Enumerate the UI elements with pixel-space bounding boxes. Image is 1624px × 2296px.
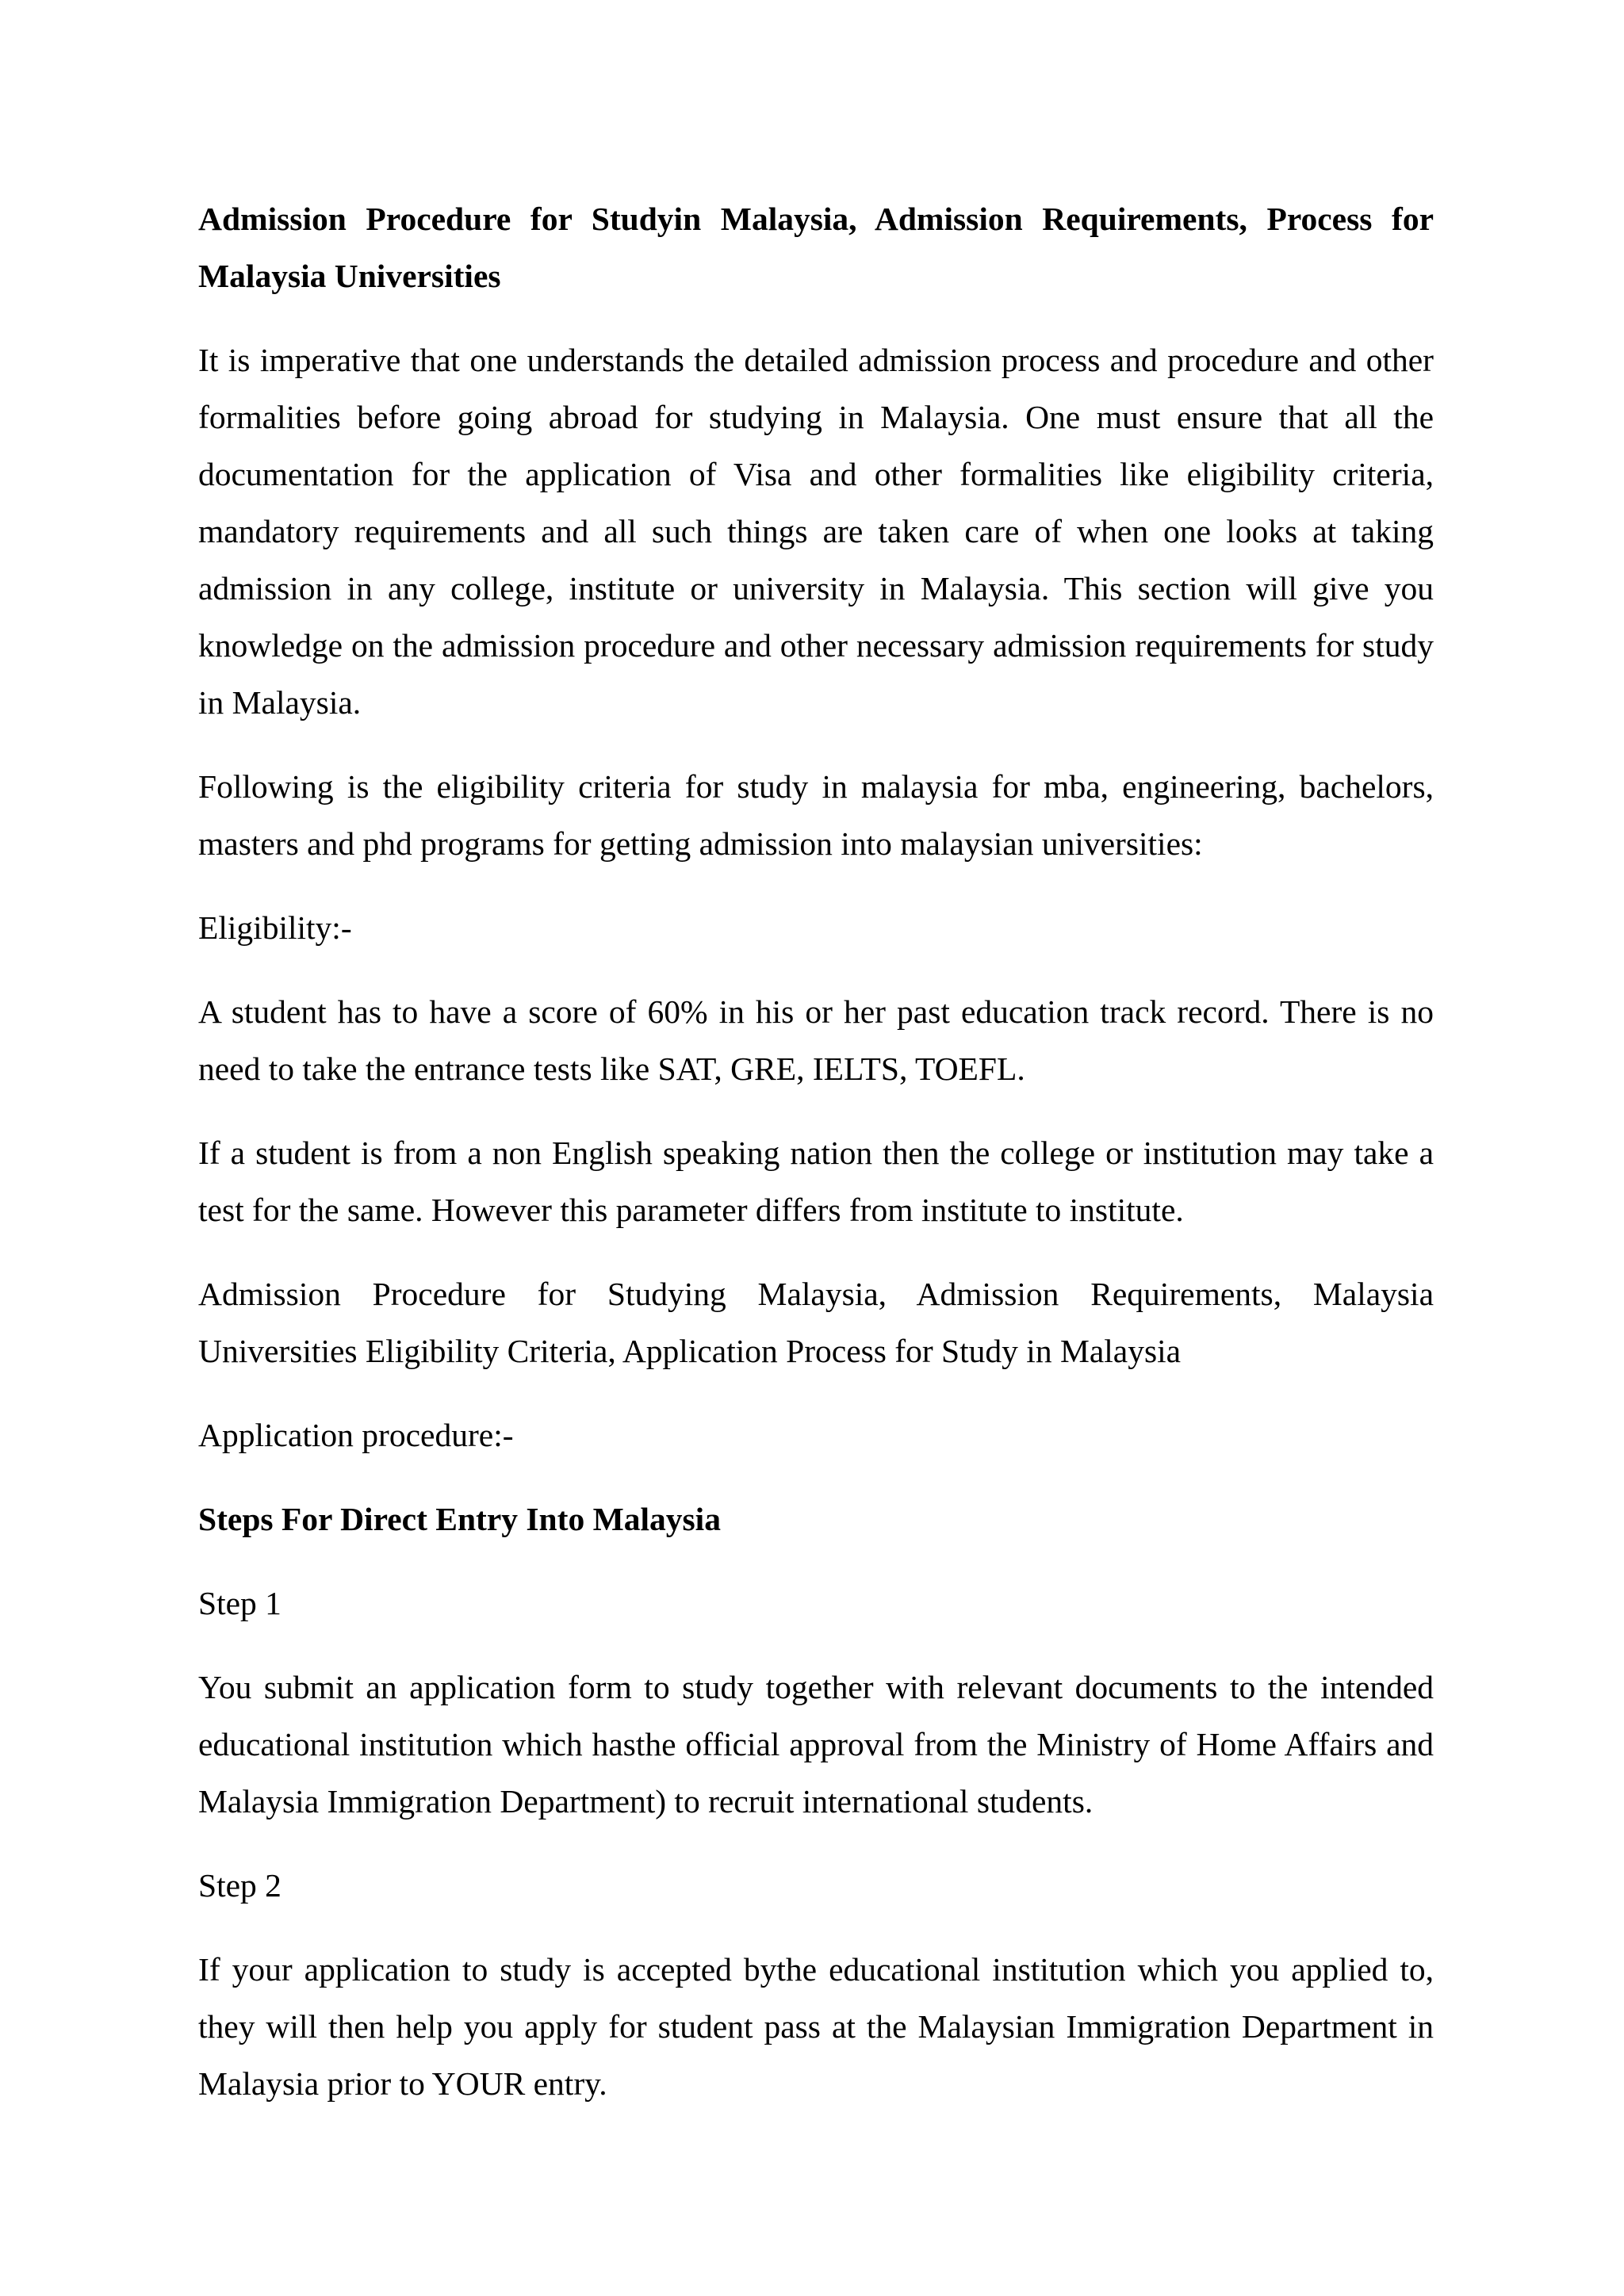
eligibility-score-paragraph: A student has to have a score of 60% in his or her past education track record. There is no need to take the entrance tests like SAT, GRE, IELTS, TOEFL. (198, 993, 1434, 1087)
step-1-label: Step 1 (198, 1585, 282, 1621)
step-2-paragraph: If your application to study is accepted bythe educational institution which you applied to, they will then help you apply for student pass at the Malaysian Immigration Department in Malaysia prior to YOUR entry. (198, 1951, 1434, 2102)
eligibility-label: Eligibility:- (198, 909, 352, 946)
eligibility-intro-paragraph: Following is the eligibility criteria for study in malaysia for mba, engineering, bachelors, masters and phd programs for getting admission into malaysian universities: (198, 768, 1434, 862)
keywords-paragraph: Admission Procedure for Studying Malaysia, Admission Requirements, Malaysia Universities Eligibility Criteria, Application Process for Study in Malaysia (198, 1276, 1434, 1369)
intro-paragraph: It is imperative that one understands the detailed admission process and procedure and other formalities before going abroad for studying in Malaysia. One must ensure that all the documentation for the application of Visa and other formalities like eligibility criteria, mandatory requirements and all such things are taken care of when one looks at taking admission in any college, institute or university in Malaysia. This section will give you knowledge on the admission procedure and other necessary admission requirements for study in Malaysia. (198, 342, 1434, 721)
step-2-label: Step 2 (198, 1867, 282, 1904)
step-1-paragraph: You submit an application form to study together with relevant documents to the intended educational institution which hasthe official approval from the Ministry of Home Affairs and Malaysia Immigration Department) to recruit international students. (198, 1669, 1434, 1820)
eligibility-language-paragraph: If a student is from a non English speaking nation then the college or institution may take a test for the same. However this parameter differs from institute to institute. (198, 1135, 1434, 1228)
document-title: Admission Procedure for Studyin Malaysia, Admission Requirements, Process for Malaysia Universities (198, 201, 1434, 294)
application-procedure-label: Application procedure:- (198, 1417, 514, 1453)
steps-heading: Steps For Direct Entry Into Malaysia (198, 1501, 721, 1537)
document-page (198, 190, 1434, 2139)
